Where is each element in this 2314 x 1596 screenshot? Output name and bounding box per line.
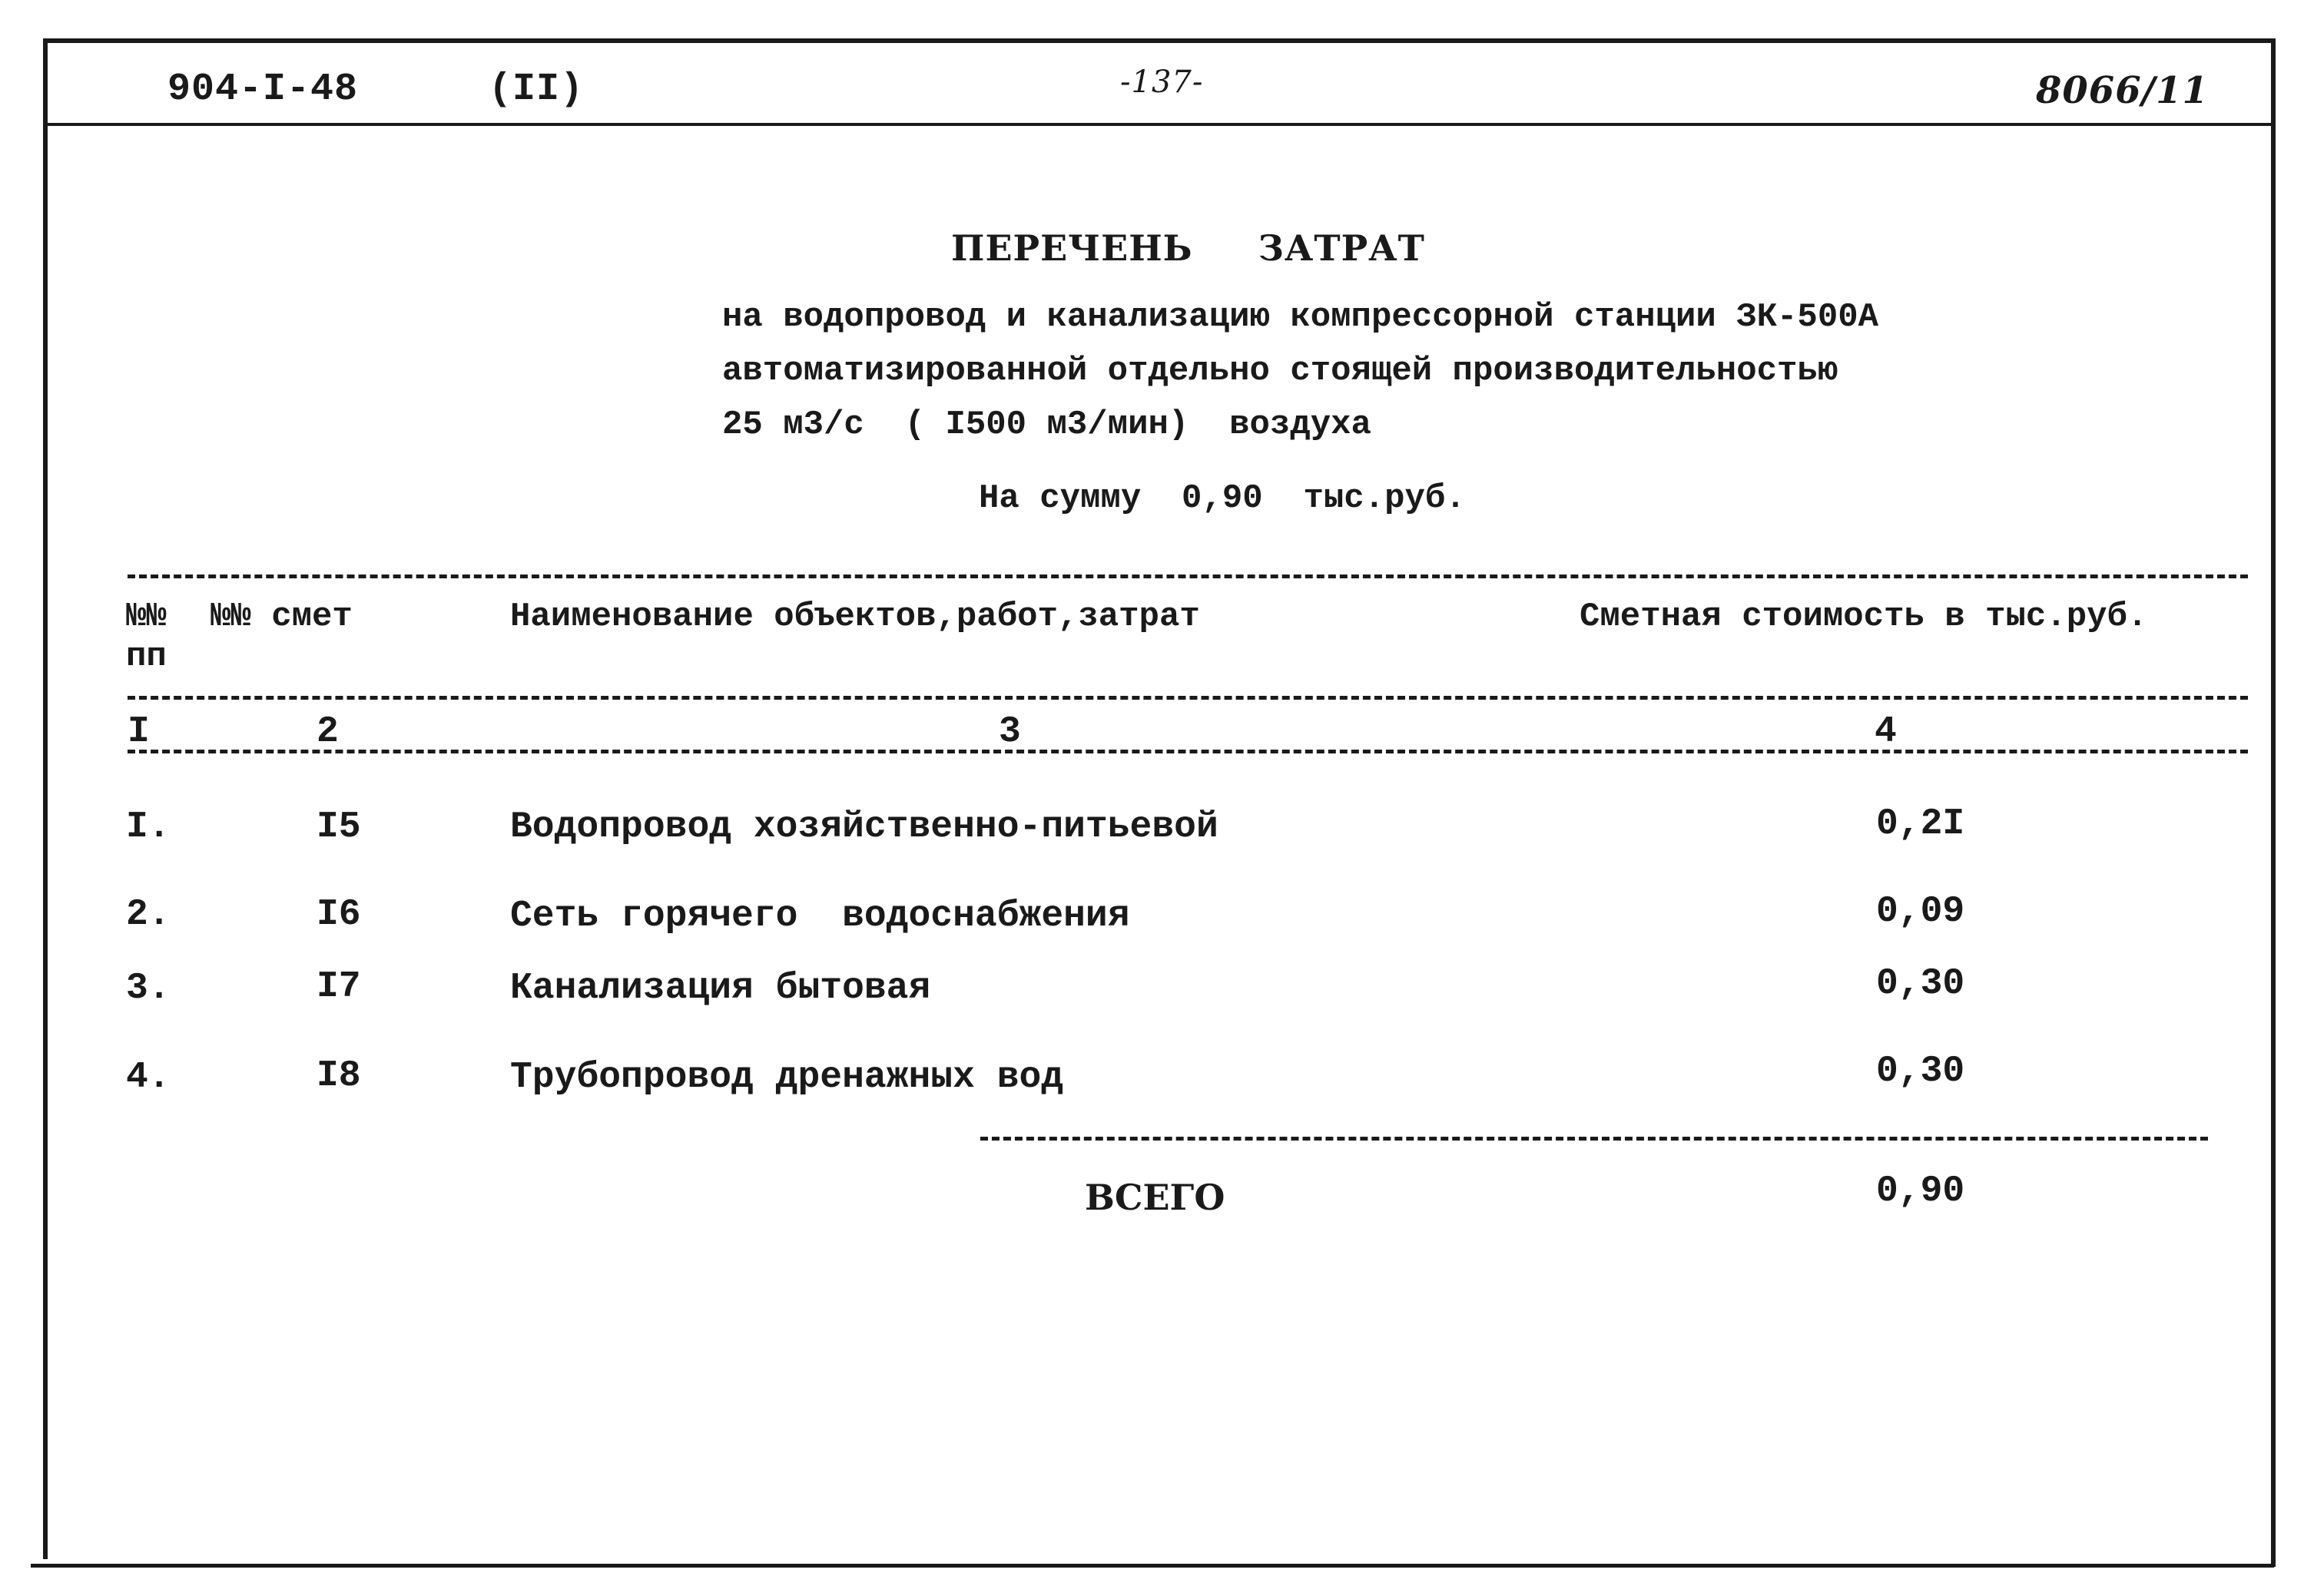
row-cost: 0,30 <box>1876 1051 1965 1092</box>
row-cost: 0,2I <box>1876 803 1965 845</box>
sheet-reference: 8066/11 <box>2036 69 2209 112</box>
row-number: 3. <box>126 968 171 1009</box>
col-number-2: 2 <box>317 711 339 753</box>
col-1-header: №№ <box>126 598 167 636</box>
col-4-header: Сметная стоимость в тыс.руб. <box>1580 598 2148 636</box>
column-numbers-dashed-rule <box>128 750 2248 753</box>
row-estimate: I5 <box>317 806 361 848</box>
row-name: Канализация бытовая <box>510 968 931 1009</box>
total-dashed-rule <box>980 1137 2208 1141</box>
col-number-4: 4 <box>1875 711 1897 753</box>
row-estimate: I6 <box>317 894 361 935</box>
page-number: -137- <box>1120 65 1204 100</box>
table-top-dashed-rule <box>128 574 2248 578</box>
total-sum-line: На сумму 0,90 тыс.руб. <box>979 479 1466 518</box>
subtitle-line-2: автоматизированной отдельно стоящей производительностью <box>722 352 1838 390</box>
doc-code: 904-I-48 <box>167 68 359 111</box>
row-number: 4. <box>126 1057 171 1098</box>
total-value: 0,90 <box>1876 1171 1965 1212</box>
col-1-header-sub: пп <box>126 637 167 676</box>
frame-bottom-line <box>31 1564 2274 1568</box>
row-estimate: I8 <box>317 1055 361 1097</box>
row-cost: 0,09 <box>1876 891 1965 932</box>
header-rule <box>48 123 2273 126</box>
document-title: ПЕРЕЧЕНЬ ЗАТРАТ <box>951 227 1425 269</box>
header-bottom-dashed-rule <box>128 696 2248 700</box>
frame-top-line <box>48 38 2276 43</box>
total-label: ВСЕГО <box>1085 1177 1225 1218</box>
row-cost: 0,30 <box>1876 963 1965 1005</box>
col-3-header: Наименование объектов,работ,затрат <box>510 598 1200 636</box>
row-estimate: I7 <box>317 966 361 1008</box>
col-2-header: №№ смет <box>211 598 353 636</box>
col-number-1: I <box>128 711 150 753</box>
col-number-3: 3 <box>999 711 1021 753</box>
subtitle-line-3: 25 м3/с ( I500 м3/мин) воздуха <box>722 406 1371 444</box>
subtitle-line-1: на водопровод и канализацию компрессорной станции ЗК-500А <box>722 298 1879 336</box>
frame-right-line <box>2271 38 2276 1567</box>
row-number: 2. <box>126 894 171 935</box>
row-number: I. <box>126 806 171 848</box>
row-name: Водопровод хозяйственно-питьевой <box>510 806 1218 848</box>
frame-left-line <box>43 38 48 1559</box>
section-number: (II) <box>489 68 585 111</box>
row-name: Трубопровод дренажных вод <box>510 1057 1064 1098</box>
row-name: Сеть горячего водоснабжения <box>510 896 1130 937</box>
